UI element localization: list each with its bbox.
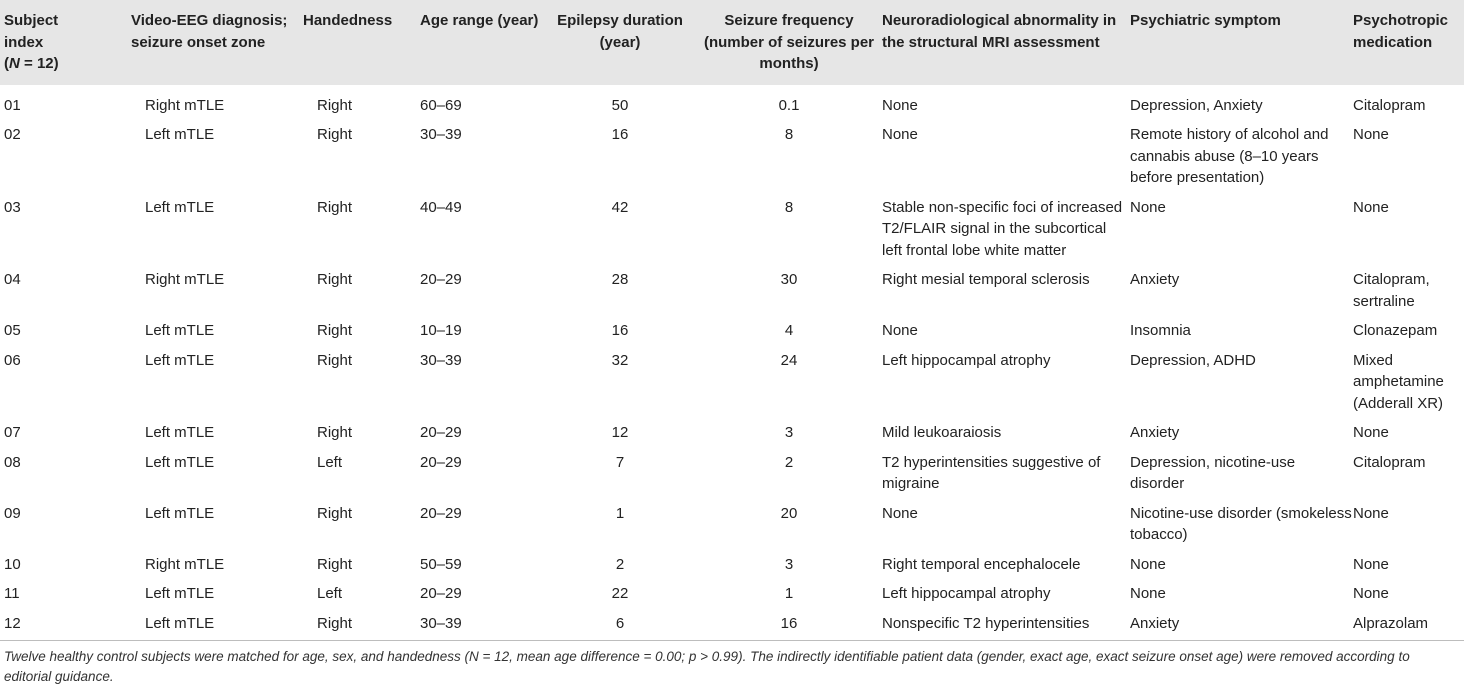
cell-psychotropic-medication: Clonazepam	[1353, 322, 1438, 339]
cell-subject-index: 11	[4, 585, 20, 602]
cell-psychiatric-symptom: Remote history of alcohol and cannabis abuse (8–10 years before presentation)	[1130, 126, 1329, 186]
cell-age-range: 10–19	[420, 322, 462, 339]
cell-age-range: 20–29	[420, 271, 462, 288]
cell-neuroradiological-abnormality: Right temporal encephalocele	[882, 555, 1081, 573]
table-row	[0, 579, 1464, 609]
cell-diagnosis: Left mTLE	[145, 126, 215, 143]
cell-epilepsy-duration: 16	[611, 126, 629, 143]
table-row	[0, 609, 1464, 641]
cell-seizure-frequency: 20	[780, 504, 798, 522]
cell-neuroradiological-abnormality: Stable non-specific foci of increased T2/FLAIR signal in the subcortical left frontal lobe white matter	[882, 198, 1123, 259]
cell-psychiatric-symptom: Depression, Anxiety	[1130, 96, 1263, 114]
cell-seizure-frequency: 4	[784, 322, 794, 339]
cell-handedness: Right	[303, 609, 420, 641]
cell-neuroradiological-abnormality: Nonspecific T2 hyperintensities	[882, 609, 1130, 641]
cell-age-range: 20–29	[420, 585, 462, 602]
cell-subject-index: 10	[4, 555, 21, 573]
cell-psychotropic-medication: None	[1353, 504, 1389, 522]
table-body	[0, 85, 1464, 641]
cell-seizure-frequency: 24	[780, 351, 798, 369]
cell-psychotropic-medication: None	[1353, 198, 1389, 216]
cell-subject-index: 12	[0, 609, 131, 641]
cell-seizure-frequency: 3	[784, 424, 794, 441]
cell-neuroradiological-abnormality: None	[882, 96, 918, 114]
cell-neuroradiological-abnormality: T2 hyperintensities suggestive of migraine	[882, 453, 1101, 492]
cell-neuroradiological-abnormality: None	[882, 504, 918, 522]
cell-handedness: Right	[317, 126, 353, 143]
header-text: index	[4, 33, 44, 51]
cell-seizure-frequency: 3	[784, 555, 794, 573]
cell-psychiatric-symptom: Nicotine-use disorder (smokeless tobacco)	[1130, 504, 1352, 543]
cell-psychotropic-medication: None	[1353, 585, 1389, 602]
cell-handedness: Right	[317, 424, 353, 441]
header-row	[0, 0, 1464, 85]
table-row	[0, 448, 1464, 499]
table-row	[0, 120, 1464, 193]
cell-epilepsy-duration: 2	[615, 555, 625, 573]
cell-age-range: 30–39	[420, 351, 462, 369]
header-subject-index: Subject index (N = 12)	[4, 12, 59, 72]
cell-seizure-frequency: 8	[784, 198, 794, 216]
cell-epilepsy-duration: 28	[611, 271, 629, 288]
cell-psychiatric-symptom: Anxiety	[1130, 424, 1180, 441]
cell-epilepsy-duration: 6	[544, 609, 696, 641]
header-text: Subject	[4, 12, 59, 29]
cell-age-range: 20–29	[420, 504, 462, 522]
cell-handedness: Right	[317, 198, 353, 216]
cell-epilepsy-duration: 50	[611, 96, 629, 114]
cell-psychiatric-symptom: Anxiety	[1130, 271, 1180, 288]
header-psychotropic-medication: Psychotropic medication	[1353, 12, 1449, 51]
table-footnote: Twelve healthy control subjects were matched for age, sex, and handedness (N = 12, mean age difference = 0.00; p > 0.99). The indirectly identifiable patient data (gender, exact age, exact seizure onset age) were removed according to editorial guidance.	[4, 649, 1410, 684]
cell-subject-index: 02	[4, 126, 21, 143]
cell-psychotropic-medication: Citalopram	[1353, 96, 1426, 114]
header-neuroradiological-abnormality: Neuroradiological abnormality in the structural MRI assessment	[882, 12, 1117, 51]
cell-diagnosis: Left mTLE	[145, 424, 215, 441]
cell-handedness: Right	[317, 351, 353, 369]
cell-epilepsy-duration: 22	[611, 585, 629, 602]
cell-psychiatric-symptom: Anxiety	[1130, 609, 1353, 641]
cell-seizure-frequency: 8	[784, 126, 794, 143]
cell-handedness: Right	[317, 322, 353, 339]
cell-age-range: 30–39	[420, 609, 544, 641]
header-age-range: Age range (year)	[420, 12, 539, 29]
cell-psychiatric-symptom: Insomnia	[1130, 322, 1191, 339]
cell-diagnosis: Right mTLE	[145, 96, 225, 114]
cell-age-range: 30–39	[420, 126, 462, 143]
cell-psychotropic-medication: None	[1353, 424, 1389, 441]
cell-subject-index: 03	[4, 198, 21, 216]
cell-subject-index: 01	[4, 96, 21, 114]
cell-age-range: 20–29	[420, 424, 462, 441]
cell-diagnosis: Left mTLE	[145, 198, 215, 216]
cell-age-range: 60–69	[420, 96, 462, 114]
cell-psychotropic-medication: Alprazolam	[1353, 609, 1464, 641]
cell-age-range: 50–59	[420, 555, 462, 573]
cell-subject-index: 06	[4, 351, 21, 369]
cell-diagnosis: Left mTLE	[145, 453, 215, 471]
cell-subject-index: 08	[4, 453, 21, 471]
cell-handedness: Right	[317, 271, 353, 288]
cell-neuroradiological-abnormality: Left hippocampal atrophy	[882, 585, 1051, 602]
cell-psychiatric-symptom: Depression, nicotine-use disorder	[1130, 453, 1296, 492]
cell-handedness: Right	[317, 504, 353, 522]
cell-seizure-frequency: 16	[696, 609, 882, 641]
cell-epilepsy-duration: 42	[611, 198, 629, 216]
cell-neuroradiological-abnormality: Mild leukoaraiosis	[882, 424, 1002, 441]
cell-epilepsy-duration: 1	[615, 504, 625, 522]
header-handedness: Handedness	[303, 12, 393, 29]
cell-psychotropic-medication: None	[1353, 555, 1389, 573]
cell-diagnosis: Left mTLE	[145, 322, 215, 339]
table-row	[0, 346, 1464, 419]
cell-diagnosis: Left mTLE	[145, 585, 215, 602]
cell-psychotropic-medication: Citalopram, sertraline	[1353, 271, 1430, 310]
table-row	[0, 316, 1464, 346]
cell-subject-index: 04	[4, 271, 21, 288]
header-video-eeg-diagnosis: Video-EEG diagnosis; seizure onset zone	[131, 12, 288, 51]
cell-psychiatric-symptom: None	[1130, 585, 1166, 602]
cell-diagnosis: Left mTLE	[145, 504, 215, 522]
cell-neuroradiological-abnormality: Left hippocampal atrophy	[882, 351, 1051, 369]
table-row	[0, 550, 1464, 580]
cell-neuroradiological-abnormality: None	[882, 126, 918, 143]
cell-seizure-frequency: 1	[784, 585, 794, 602]
cell-subject-index: 09	[4, 504, 21, 522]
cell-psychotropic-medication: Citalopram	[1353, 453, 1426, 471]
header-seizure-frequency: Seizure frequency (number of seizures per months)	[703, 12, 875, 72]
cell-epilepsy-duration: 32	[611, 351, 629, 369]
cell-epilepsy-duration: 7	[615, 453, 625, 471]
cell-diagnosis: Right mTLE	[145, 271, 225, 288]
cell-handedness: Right	[317, 96, 353, 114]
cell-psychotropic-medication: Mixed amphetamine (Adderall XR)	[1353, 351, 1444, 412]
cell-psychiatric-symptom: Depression, ADHD	[1130, 351, 1256, 369]
table-row	[0, 418, 1464, 448]
cell-psychiatric-symptom: None	[1130, 198, 1166, 216]
cell-subject-index: 05	[4, 322, 21, 339]
cell-diagnosis: Right mTLE	[145, 555, 225, 573]
header-epilepsy-duration: Epilepsy duration (year)	[557, 12, 683, 51]
cell-handedness: Left	[317, 453, 343, 471]
cell-age-range: 40–49	[420, 198, 462, 216]
cell-seizure-frequency: 0.1	[778, 96, 800, 114]
cell-diagnosis: Left mTLE	[131, 609, 303, 641]
table-row	[0, 85, 1464, 121]
cell-seizure-frequency: 30	[780, 271, 798, 288]
cell-epilepsy-duration: 12	[611, 424, 629, 441]
cell-neuroradiological-abnormality: None	[882, 322, 918, 339]
table-row	[0, 265, 1464, 316]
cell-epilepsy-duration: 16	[611, 322, 629, 339]
cell-subject-index: 07	[4, 424, 21, 441]
cell-psychiatric-symptom: None	[1130, 555, 1166, 573]
table-row	[0, 499, 1464, 550]
cell-psychotropic-medication: None	[1353, 126, 1389, 143]
table-row	[0, 193, 1464, 266]
cell-age-range: 20–29	[420, 453, 462, 471]
cell-seizure-frequency: 2	[784, 453, 794, 471]
header-psychiatric-symptom: Psychiatric symptom	[1130, 12, 1281, 29]
cell-neuroradiological-abnormality: Right mesial temporal sclerosis	[882, 271, 1090, 288]
cell-handedness: Left	[317, 585, 343, 602]
cell-diagnosis: Left mTLE	[145, 351, 215, 369]
cell-handedness: Right	[317, 555, 353, 573]
